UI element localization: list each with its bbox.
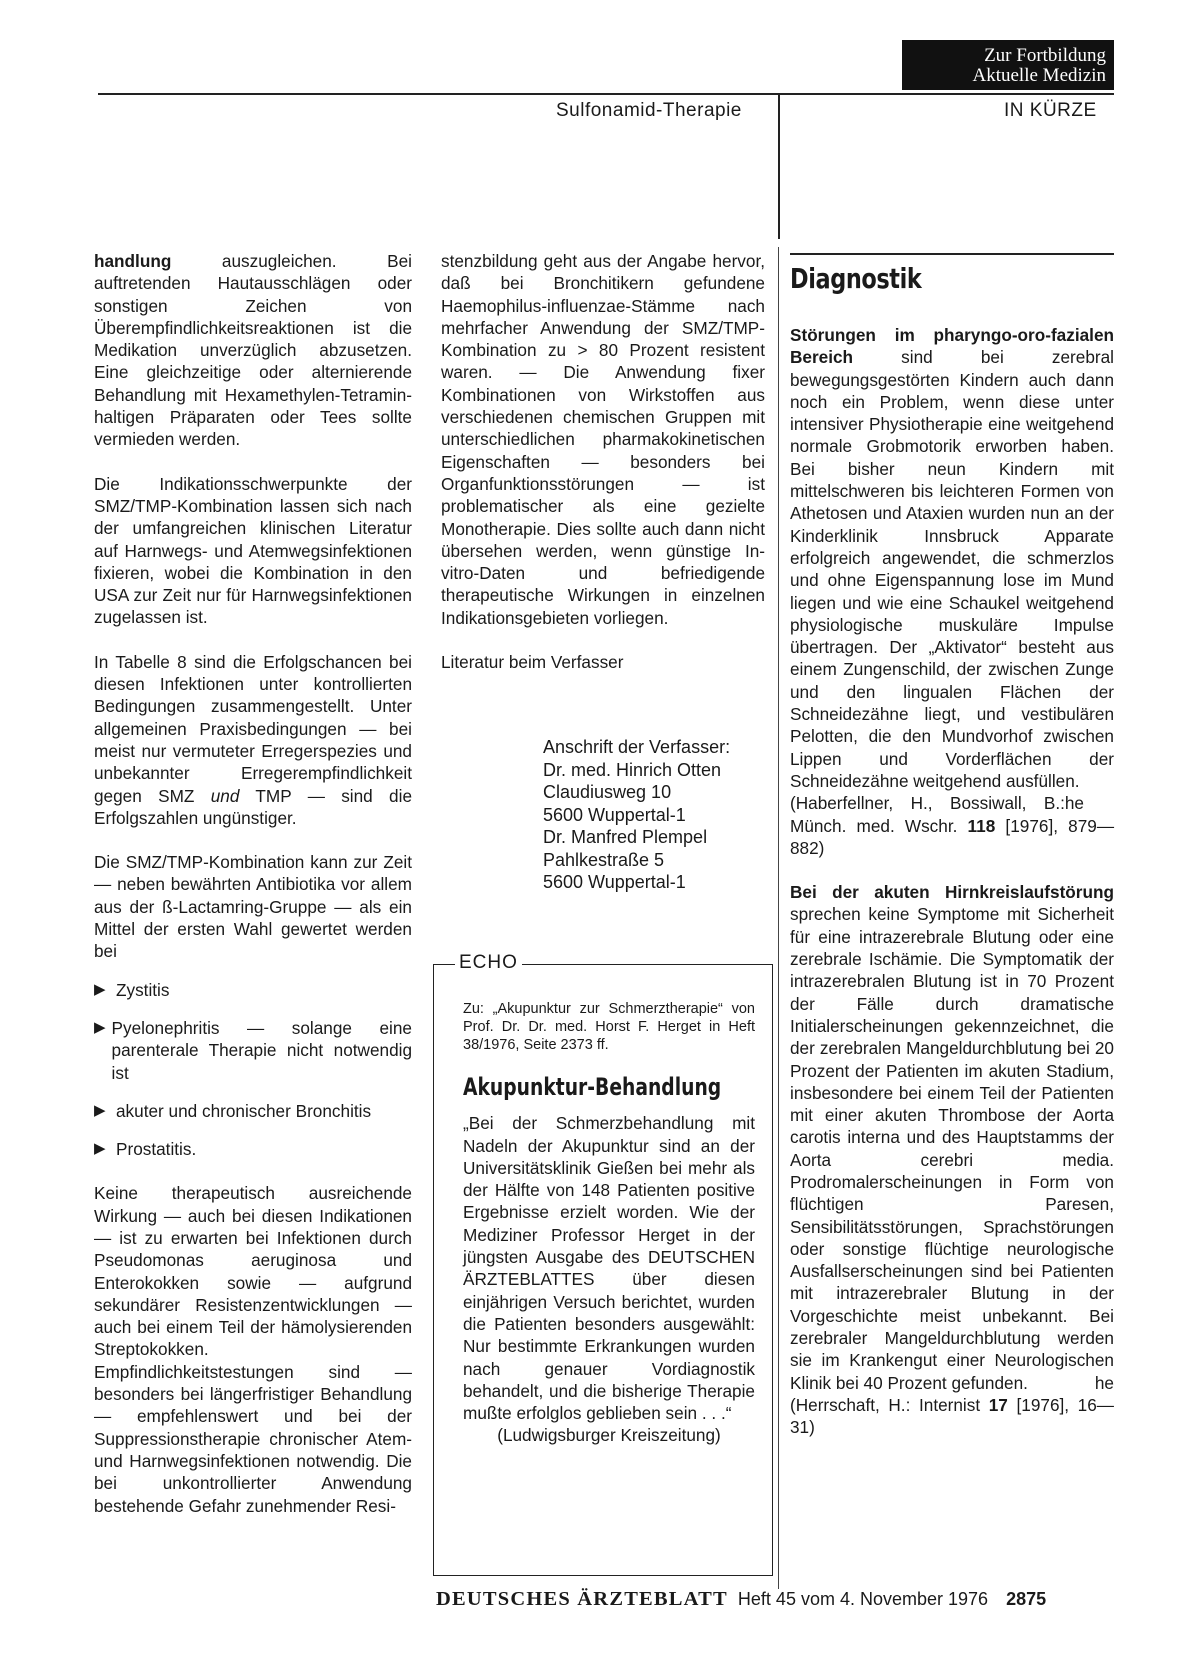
address-line: Pahlkestraße 5	[543, 849, 665, 870]
col1-p3-b: TMP — sind die Erfolgszahlen ungünstiger.	[94, 785, 412, 828]
col1-paragraph-4: Die SMZ/TMP-Kombination kann zur Zeit — neben bewährten Antibiotika vor allem aus der ß-Lactamring-Gruppe — als ein Mittel der ersten Wahl gewertet werden bei	[94, 852, 412, 962]
col3-item-2-lead: Bei der akuten Hirnkreislaufstörung	[790, 882, 1114, 903]
column-2	[441, 250, 765, 673]
address-line: Dr. Manfred Plempel	[543, 827, 708, 847]
running-head-right: IN KÜRZE	[1004, 100, 1097, 121]
address-line: Anschrift der Verfasser:	[543, 737, 731, 757]
list-item-text: Pyelonephritis — solange eine parenterale Therapie nicht notwendig ist	[111, 1017, 412, 1083]
echo-title: Akupunktur-Behandlung	[463, 1073, 722, 1101]
col1-paragraph-5: Keine therapeutisch ausreichende Wirkung — auch bei diesen Indikationen — ist zu erwarten bei Infektionen durch Pseudomonas aeruginosa und Enterokokken sowie — aufgrund sekundärer Resistenzentwicklungen — auch bei einem Teil der hämolysierenden Streptokokken. Empfindlichkeitstestungen sind — besonders bei längerfristiger Behandlung — empfehlenswert und bei der Suppressionstherapie chronischer Atem- und Harnwegsinfektionen notwendig. Die bei unkontrollierter Anwendung bestehende Gefahr zunehmender Resi-	[94, 1183, 412, 1516]
echo-label: ECHO	[455, 952, 522, 974]
issue-info: Heft 45 vom 4. November 1976	[737, 1589, 989, 1609]
list-item-text: Zystitis	[116, 979, 170, 1000]
address-line: 5600 Wuppertal-1	[543, 872, 686, 892]
col1-p3-a: In Tabelle 8 sind die Erfolgschancen bei diesen Infektionen unter kontrollierten Bedingungen zusammengestellt. Unter allgemeinen Praxisbedingungen — bei meist nur vermuteter Erregerspezies und unbekannter Erregerempfindlichkeit gegen SMZ	[94, 651, 412, 806]
header-column-divider	[778, 93, 780, 239]
col1-paragraph-2: Die Indikationsschwerpunkte der SMZ/TMP-Kombination lassen sich nach der umfangreichen klinischen Literatur auf Harnwegs- und Atemwegsinfektionen fixieren, wobei die Kombination in den USA zur Zeit nur für Harnwegsinfektionen zugelassen ist.	[94, 473, 412, 628]
list-item	[94, 1100, 412, 1122]
list-item	[94, 979, 412, 1001]
echo-intro: Zu: „Akupunktur zur Schmerztherapie“ von Prof. Dr. Dr. med. Horst F. Herget in Heft 38/1976, Seite 2373 ff.	[463, 1001, 755, 1053]
section-heading: Diagnostik	[790, 262, 922, 295]
page-footer	[436, 1588, 1046, 1611]
column-3	[790, 324, 1114, 1439]
col3-item-1	[790, 324, 1114, 814]
triangle-bullet-icon: ▶	[94, 1018, 106, 1036]
col1-paragraph-3	[94, 651, 412, 829]
col1-p1-lead: handlung	[94, 251, 172, 271]
col1-paragraph-1	[94, 250, 412, 451]
ref-text: [1976], 16—31)	[790, 1394, 1114, 1438]
ref-volume: 118	[967, 815, 996, 836]
author-address	[543, 736, 730, 894]
echo-content	[463, 1000, 755, 1447]
col1-p3-emphasis: und	[210, 785, 240, 806]
ref-text: [1976], 879—882)	[790, 815, 1115, 858]
page-number: 2875	[1006, 1589, 1047, 1609]
section-badge	[902, 40, 1114, 90]
badge-line-2: Aktuelle Medizin	[972, 65, 1106, 86]
list-item	[94, 1138, 412, 1160]
diagnostik-rule	[790, 253, 1114, 255]
echo-source: (Ludwigsburger Kreiszeitung)	[497, 1425, 721, 1446]
address-line: Dr. med. Hinrich Otten	[543, 759, 722, 780]
triangle-bullet-icon: ▶	[94, 1140, 106, 1158]
echo-body: „Bei der Schmerzbehandlung mit Nadeln der Akupunktur sind an der Universitätsklinik Gießen bei mehr als der Hälfte von 148 Patienten positive Ergebnisse erzielt worden. Wie der Mediziner Professor Herget in der jüngsten Ausgabe des DEUTSCHEN ÄRZTEBLATTES über diesen einjährigen Versuch berichtet, wurden die Patienten besonders ausgewählt: Nur bestimmte Erkrankungen wurden nach genauer Vordiagnostik behandelt, und die bisherige Therapie mußte erfolglos geblieben sein . . .“	[463, 1113, 755, 1424]
col2-paragraph-1: stenzbildung geht aus der Angabe hervor, daß bei Bronchitikern gefundene Haemophilus-influenzae-Stämme nach mehrfacher Anwendung der SMZ/TMP-Kombination zu > 80 Prozent resistent waren. — Die Anwendung fixer Kombinationen von Wirkstoffen aus verschiedenen chemischen Gruppen mit unterschiedlichen pharmakokinetischen Eigenschaften — besonders bei Organfunktionsstörungen — ist problematischer als eine gezielte Monotherapie. Dies sollte auch dann nicht übersehen werden, wenn günstige In-vitro-Daten und befriedigende therapeutische Wirkungen in einzelnen Indikationsgebieten vorliegen.	[441, 251, 765, 628]
journal-name: DEUTSCHES ÄRZTEBLATT	[436, 1588, 728, 1610]
list-item	[94, 1017, 412, 1084]
running-head-left: Sulfonamid-Therapie	[556, 100, 742, 121]
badge-line-1: Zur Fortbildung	[984, 45, 1106, 66]
col3-item-1-lead: Störungen im pharyngo-oro-fazialen Bereich	[790, 325, 1114, 368]
triangle-bullet-icon: ▶	[94, 980, 106, 998]
list-item-text: Prostatitis.	[116, 1139, 197, 1160]
ref-text: (Herrschaft, H.: Internist	[790, 1394, 989, 1415]
triangle-bullet-icon: ▶	[94, 1101, 106, 1119]
column-1	[94, 250, 412, 1517]
col3-reference-2	[790, 1394, 1114, 1439]
address-line: 5600 Wuppertal-1	[543, 804, 686, 825]
header-rule	[98, 93, 1114, 95]
col3-item-2-text: sprechen keine Symptome mit Sicherheit für eine intrazerebrale Blutung oder eine zerebrale Ischämie. Die Symptomatik der intrazerebralen Blutung ist in 70 Prozent der Fälle durch dramatische Initialerscheinungen gekennzeichnet, die der zerebralen Mangeldurchblutung bei 20 Prozent der Patienten im akuten Stadium, insbesondere bei einem Teil der Patienten mit einer akuten Thrombose der Aorta carotis interna und des Hauptstamms der Aorta cerebri media. Prodromalerscheinungen in Form von flüchtigen Paresen, Sensibilitätsstörungen, Sprachstörungen oder sonstige flüchtige neurologische Ausfallserscheinungen sind bei Patienten mit intrazerebraler Blutung in der Vorgeschichte meist unbekannt. Bei zerebraler Mangeldurchblutung werden sie im Krankengut einer Neurologischen Klinik bei 40 Prozent gefunden.	[790, 904, 1114, 1393]
literature-note: Literatur beim Verfasser	[441, 652, 624, 673]
col1-p1-rest: auszugleichen. Bei auftretenden Hautausschlägen oder sonstigen Zeichen von Überempfindlichkeitsreaktionen ist die Medikation unverzüglich abzusetzen. Eine gleichzeitige oder alternierende Behandlung mit Hexamethylen-Tetramin-haltigen Präparaten oder Tees sollte vermieden werden.	[94, 251, 412, 450]
column-divider	[778, 247, 779, 1589]
col3-item-2	[790, 881, 1114, 1394]
col3-item-1-text: sind bei zerebral bewegungsgestörten Kindern auch dann noch ein Problem, wenn diese unter intensiver Physiotherapie eine weitgehend normale Grobmotorik erworben haben. Bei bisher neun Kindern mit mittelschweren bis leichteren Formen von Athetosen und Ataxien wurden nun an der Kinderklinik Innsbruck Apparate erfolgreich angewendet, die schmerzlos und ohne Eigenspannung lose im Mund liegen und wie eine Schaukel weitgehend physiologische muskuläre Impulse übertragen. Der „Aktivator“ besteht aus einem Zungenschild, der zwischen Zunge und den lingualen Flächen der Schneidezähne liegt, und vestibulären Pelotten, die den Mundvorhof zwischen Lippen und Vorderflächen der Schneidezähne weitgehend ausfüllen.	[790, 347, 1114, 791]
list-item-text: akuter und chronischer Bronchitis	[116, 1100, 372, 1121]
ref-volume: 17	[988, 1394, 1008, 1415]
author-signature: he	[1064, 793, 1084, 814]
author-signature: he	[1094, 1372, 1114, 1393]
address-line: Claudiusweg 10	[543, 782, 672, 802]
ref-text: (Haberfellner, H., Bossiwall, B.: Münch. med. Wschr.	[790, 793, 1065, 836]
